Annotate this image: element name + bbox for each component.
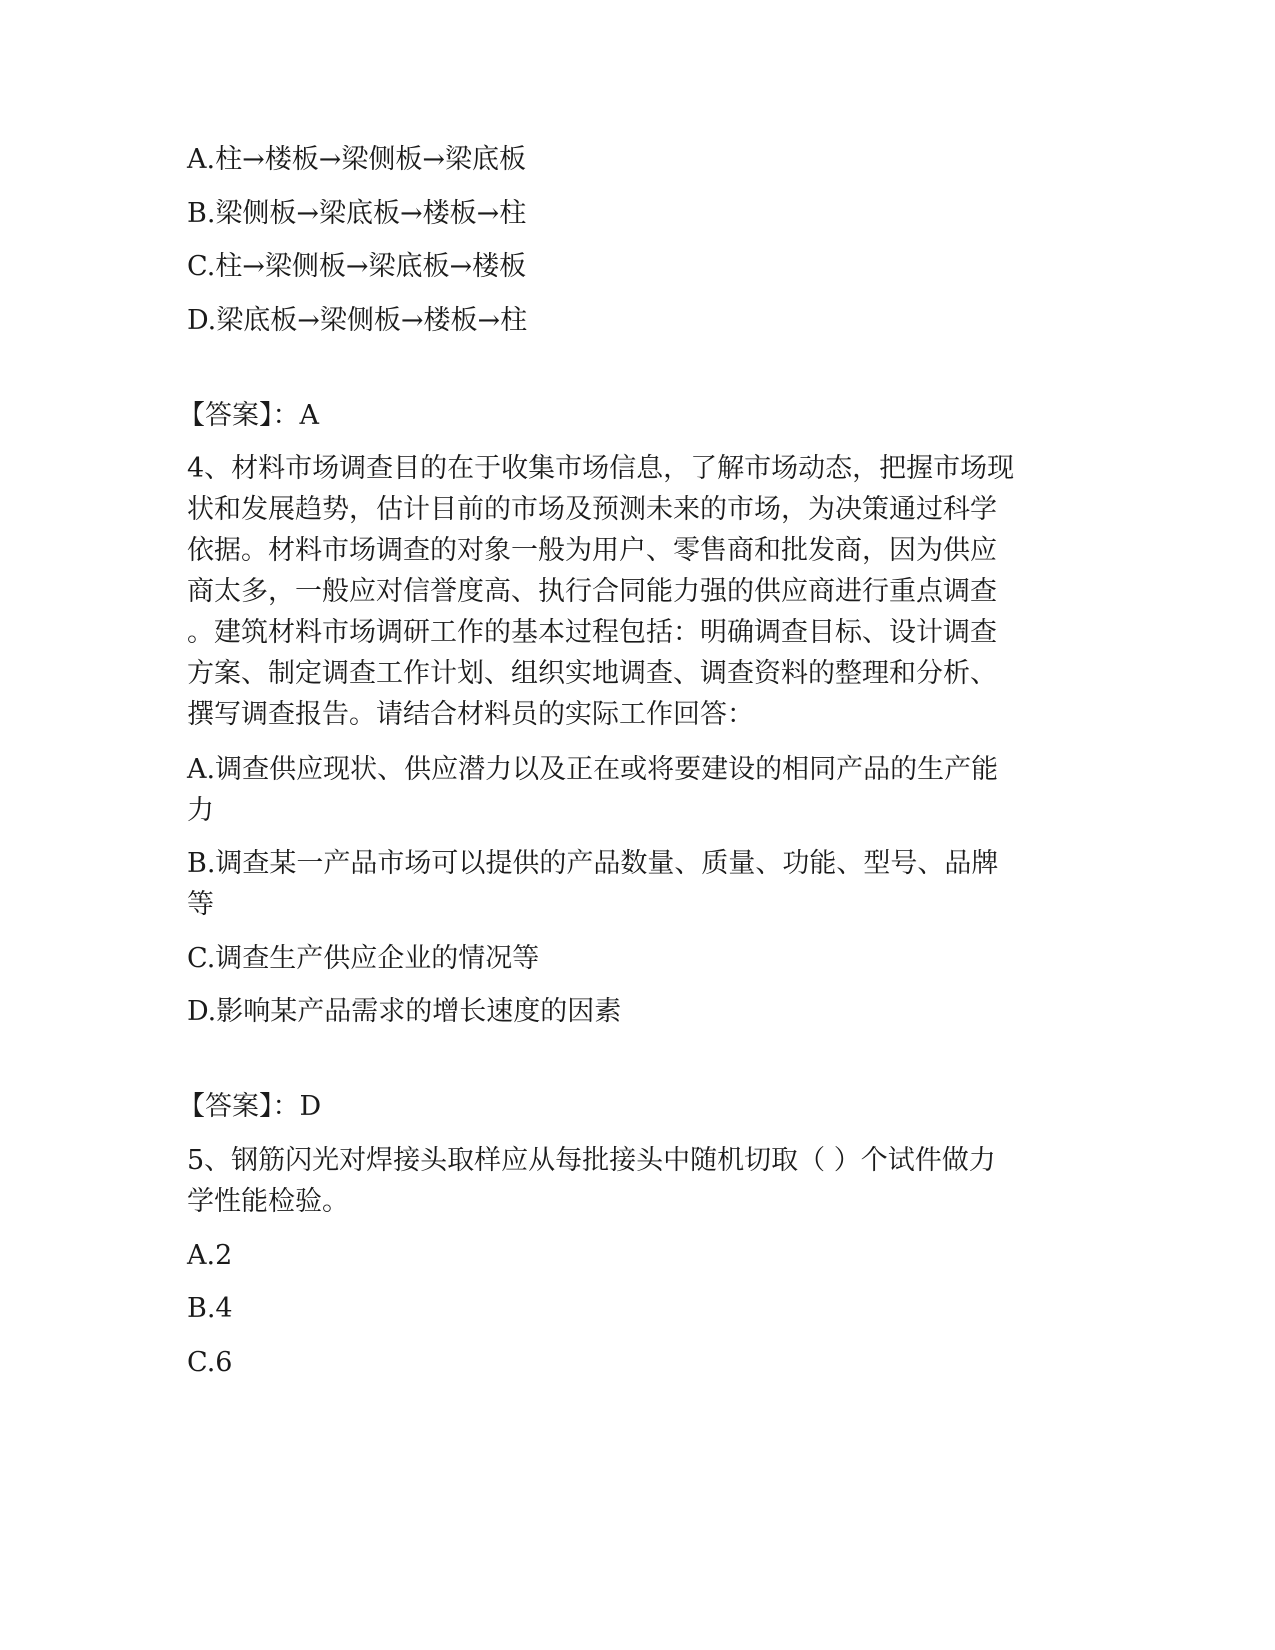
q4-option-a-line1: A.调查供应现状、供应潜力以及正在或将要建设的相同产品的生产能 — [187, 754, 999, 785]
q5-stem-line: 5、钢筋闪光对焊接头取样应从每批接头中随机切取（ ）个试件做力 — [187, 1145, 996, 1176]
q4-option-a-line2: 力 — [187, 795, 214, 826]
q4-stem-line: 4、材料市场调查目的在于收集市场信息，了解市场动态，把握市场现 — [187, 453, 1015, 484]
q3-option-c: C.柱→梁侧板→梁底板→楼板 — [187, 251, 527, 282]
q5-stem-line: 学性能检验。 — [187, 1186, 349, 1217]
q4-stem-line: 商太多，一般应对信誉度高、执行合同能力强的供应商进行重点调查 — [187, 576, 997, 607]
q3-answer: 【答案】：A — [178, 400, 319, 431]
q5-option-b: B.4 — [187, 1293, 233, 1324]
q4-stem-line: 方案、制定调查工作计划、组织实地调查、调查资料的整理和分析、 — [187, 658, 997, 689]
q4-option-c: C.调查生产供应企业的情况等 — [187, 943, 540, 974]
q4-option-d: D.影响某产品需求的增长速度的因素 — [187, 996, 622, 1027]
q3-option-d: D.梁底板→梁侧板→楼板→柱 — [187, 305, 528, 336]
q4-option-b-line2: 等 — [187, 889, 214, 920]
q4-stem-line: 撰写调查报告。请结合材料员的实际工作回答： — [187, 699, 754, 730]
q4-stem-line: 。建筑材料市场调研工作的基本过程包括：明确调查目标、设计调查 — [187, 617, 997, 648]
q4-stem-line: 依据。材料市场调查的对象一般为用户、零售商和批发商，因为供应 — [187, 535, 997, 566]
q4-option-b-line1: B.调查某一产品市场可以提供的产品数量、质量、功能、型号、品牌 — [187, 848, 999, 879]
q5-option-c: C.6 — [187, 1347, 233, 1378]
q4-stem-line: 状和发展趋势，估计目前的市场及预测未来的市场，为决策通过科学 — [187, 494, 997, 525]
q5-option-a: A.2 — [187, 1240, 233, 1271]
q3-option-a: A.柱→楼板→梁侧板→梁底板 — [187, 144, 526, 175]
q4-answer: 【答案】：D — [178, 1091, 322, 1122]
q3-option-b: B.梁侧板→梁底板→楼板→柱 — [187, 198, 527, 229]
